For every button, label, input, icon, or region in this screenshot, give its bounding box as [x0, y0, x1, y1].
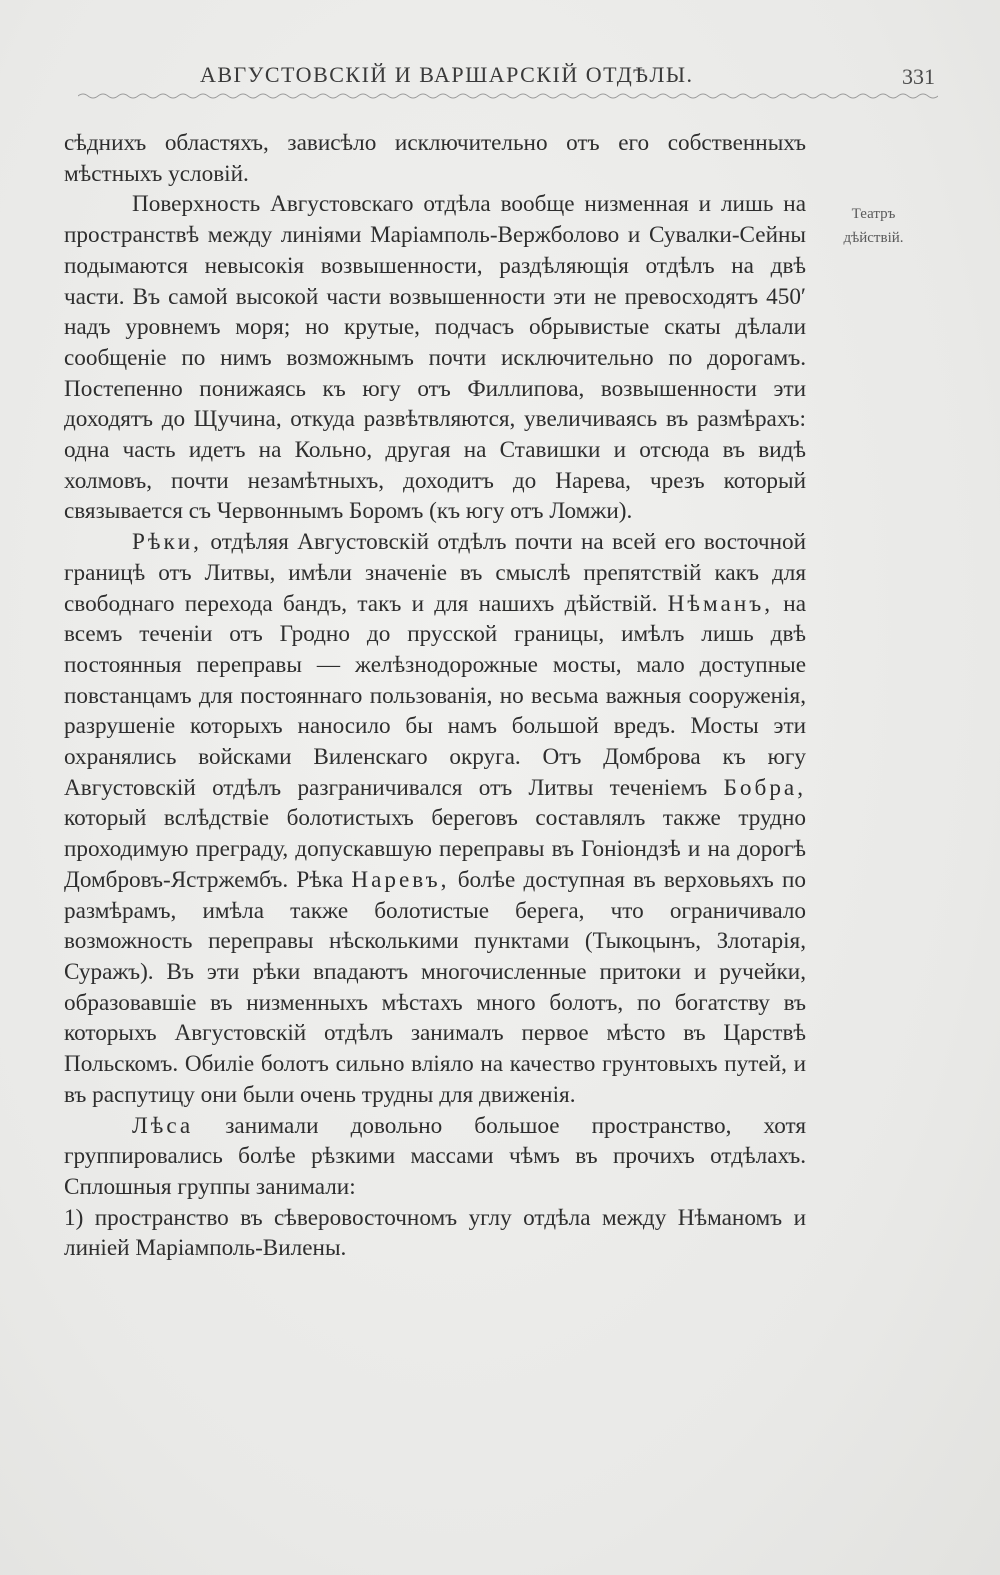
paragraph-3-text-a: отдѣляя Августовскій отдѣлъ почти на всей его восточной границѣ отъ Литвы, имѣли значеніе въ смыслѣ препятствій какъ для свободнаго перехода бандъ, такъ и для нашихъ дѣйствій.: [64, 529, 806, 617]
term-bobr: Бобра,: [723, 774, 806, 801]
term-neman: Нѣманъ,: [667, 590, 774, 617]
body-text: [64, 128, 806, 1264]
margin-note-line-2: дѣйствій.: [843, 230, 904, 246]
page-number: 331: [902, 64, 935, 89]
margin-note-line-1: Театръ: [851, 206, 896, 222]
paragraph-1: сѣднихъ областяхъ, зависѣло исключительно отъ его собственныхъ мѣстныхъ условій.: [64, 130, 806, 187]
term-narev: Наревъ,: [351, 866, 450, 893]
paragraph-3-text-c: который вслѣдствіе болотистыхъ береговъ составлялъ также трудно проходимую преграду, допускавшую переправы въ Гоніондзѣ и на дорогѣ Домбровъ-Ястржембъ. Рѣка: [64, 805, 806, 893]
paragraph-3-text-b: на всемъ теченіи отъ Гродно до прусской границы, имѣлъ лишь двѣ постоянныя переправы — желѣзнодорожные мосты, мало доступные повстанцамъ для постояннаго пользованія, но весьма важныя сооруженія, разрушеніе которыхъ наносило бы намъ большой вредъ. Мосты эти охранялись войсками Виленскаго округа. Отъ Домброва къ югу Августовскій отдѣлъ разграничивался отъ Литвы теченіемъ: [64, 590, 806, 801]
term-forests: Лѣса: [132, 1112, 194, 1139]
paragraph-4-text: занимали довольно большое пространство, хотя группировались болѣе рѣзкими массами чѣмъ въ прочихъ отдѣлахъ. Сплошныя группы занимали:: [64, 1112, 806, 1200]
term-rivers: Рѣки,: [132, 529, 202, 556]
margin-note: [826, 202, 921, 250]
running-head: АВГУСТОВСКІЙ И ВАРШАРСКІЙ ОТДѢЛЫ.: [200, 62, 694, 87]
header-wavy-rule: [78, 92, 938, 100]
paragraph-2: Поверхность Августовскаго отдѣла вообще низменная и лишь на пространствѣ между линіями Маріамполь-Вержболово и Сувалки-Сейны подымаются невысокія возвышенности, раздѣляющія отдѣлъ на двѣ части. Въ самой высокой части возвышенности эти не превосходятъ 450′ надъ уровнемъ моря; но крутые, подчасъ обрывистые скаты дѣлали сообщеніе по нимъ возможнымъ почти исключительно по дорогамъ. Постепенно понижаясь къ югу отъ Филлипова, возвышенности эти доходятъ до Щучина, откуда развѣтвляются, увеличиваясь въ размѣрахъ: одна часть идетъ на Кольно, другая на Ставишки и отсюда въ видѣ холмовъ, почти незамѣтныхъ, доходитъ до Нарева, чрезъ который связывается съ Червоннымъ Боромъ (къ югу отъ Ломжи).: [64, 191, 806, 525]
list-item-1: 1) пространство въ сѣверовосточномъ углу отдѣла между Нѣманомъ и линіей Маріамполь-Вилены.: [64, 1204, 806, 1262]
paragraph-4: [64, 1111, 806, 1203]
paragraph-3-text-d: болѣе доступная въ верховьяхъ по размѣрамъ, имѣла также болотистые берега, что ограничивало возможность переправы нѣсколькими пунктами (Тыкоцынъ, Злотарія, Суражъ). Въ эти рѣки впадаютъ многочисленные притоки и ручейки, образовавшіе въ низменныхъ мѣстахъ много болотъ, по богатству въ которыхъ Августовскій отдѣлъ занималъ первое мѣсто въ Царствѣ Польскомъ. Обиліе болотъ сильно вліяло на качество грунтовыхъ путей, и въ распутицу они были очень трудны для движенія.: [64, 866, 807, 1108]
paragraph-3: [64, 527, 806, 1110]
